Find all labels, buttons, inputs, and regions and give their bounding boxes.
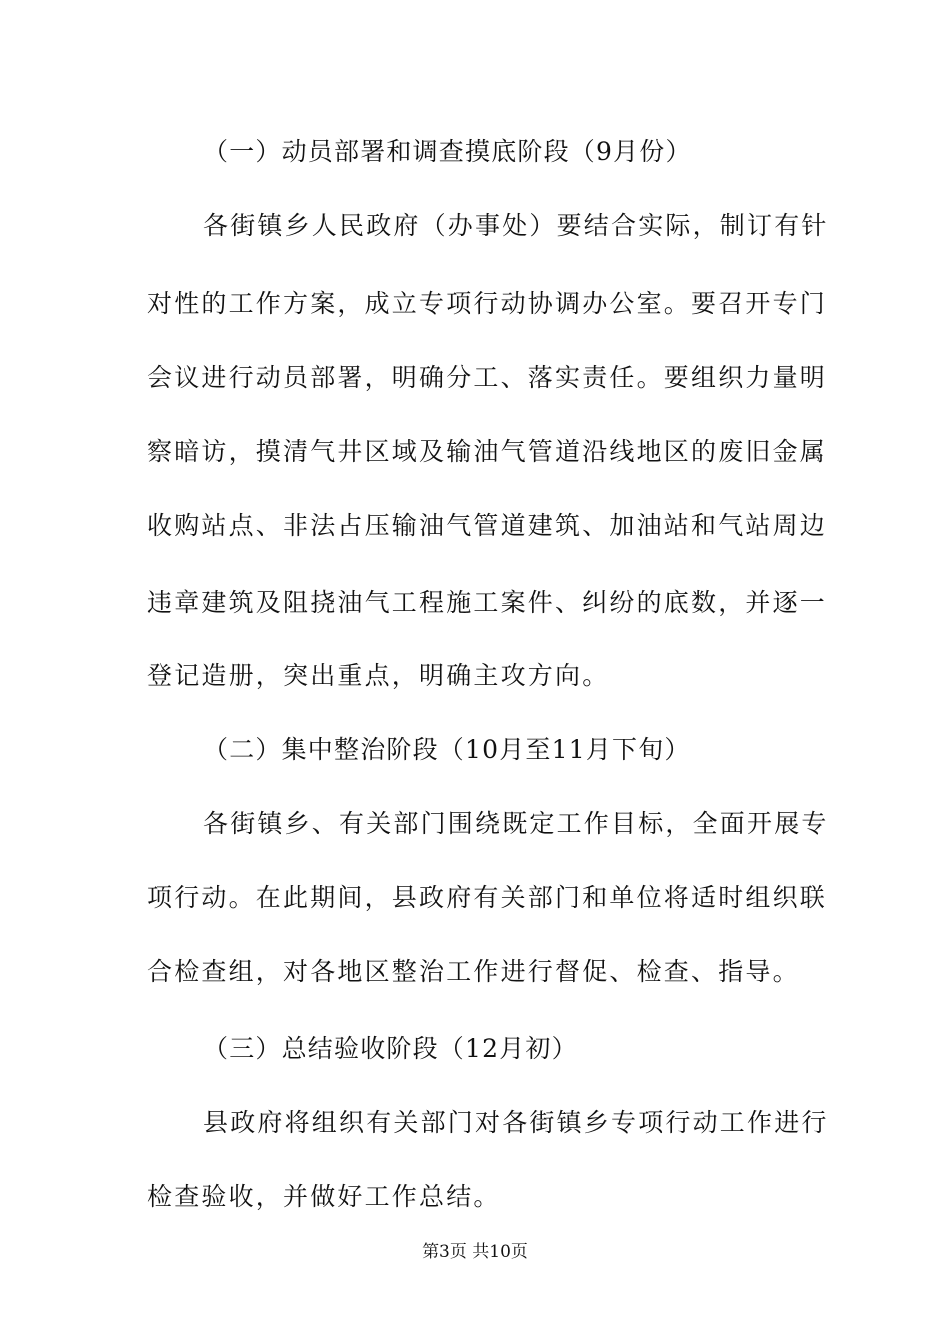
paragraph-line: 合检查组，对各地区整治工作进行督促、检查、指导。 <box>147 957 800 986</box>
section-heading: （一）动员部署和调查摸底阶段（9月份） <box>203 137 692 166</box>
page-number: 第3页 共10页 <box>422 1242 528 1262</box>
section-heading: （三）总结验收阶段（12月初） <box>203 1034 578 1063</box>
paragraph-line: 对性的工作方案，成立专项行动协调办公室。要召开专门 <box>147 289 828 318</box>
paragraph-line: 项行动。在此期间，县政府有关部门和单位将适时组织联 <box>147 883 828 912</box>
paragraph-line: 收购站点、非法占压输油气管道建筑、加油站和气站周边 <box>147 511 828 540</box>
section-heading: （二）集中整治阶段（10月至11月下旬） <box>203 735 691 764</box>
paragraph-line: 登记造册，突出重点，明确主攻方向。 <box>147 661 610 690</box>
paragraph-line: 检查验收，并做好工作总结。 <box>147 1182 501 1211</box>
paragraph-line: 违章建筑及阻挠油气工程施工案件、纠纷的底数，并逐一 <box>147 588 828 617</box>
paragraph-line: 各街镇乡、有关部门围绕既定工作目标，全面开展专 <box>203 809 829 838</box>
paragraph-line: 会议进行动员部署，明确分工、落实责任。要组织力量明 <box>147 363 828 392</box>
paragraph-line: 察暗访，摸清气井区域及输油气管道沿线地区的废旧金属 <box>147 437 828 466</box>
paragraph-line: 县政府将组织有关部门对各街镇乡专项行动工作进行 <box>203 1108 829 1137</box>
paragraph-line: 各街镇乡人民政府（办事处）要结合实际，制订有针 <box>203 211 829 240</box>
